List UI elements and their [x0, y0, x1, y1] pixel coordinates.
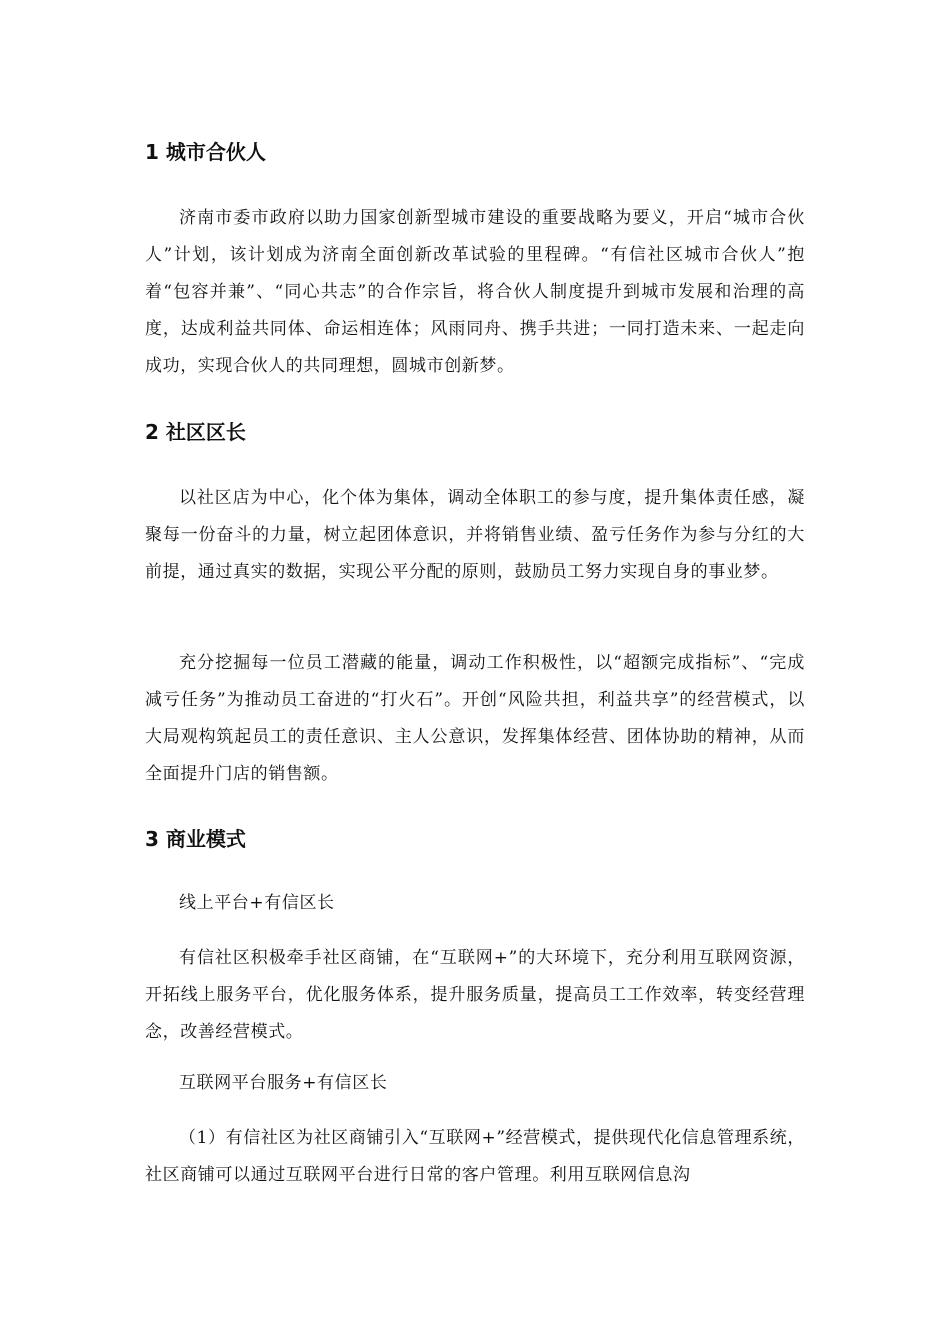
- section-heading-community-chief: 2 社区区长: [145, 420, 246, 444]
- section-heading-business-model: 3 商业模式: [145, 827, 246, 851]
- section-paragraph: 有信社区积极牵手社区商铺，在“互联网+”的大环境下，充分利用互联网资源，开拓线上服务平台，优化服务体系，提升服务质量，提高员工工作效率，转变经营理念，改善经营模式。: [145, 948, 805, 1042]
- section-heading-city-partner: 1 城市合伙人: [145, 140, 266, 164]
- subheading: 互联网平台服务+有信区长: [179, 1073, 388, 1093]
- section-paragraph: 充分挖掘每一位员工潜藏的能量，调动工作积极性，以“超额完成指标”、“完成减亏任务”为推动员工奋进的“打火石”。开创“风险共担，利益共享”的经营模式，以大局观构筑起员工的责任意识、主人公意识，发挥集体经营、团体协助的精神，从而全面提升门店的销售额。: [145, 653, 805, 784]
- subheading: 线上平台+有信区长: [179, 893, 335, 913]
- list-item: （1）有信社区为社区商铺引入“互联网+”经营模式，提供现代化信息管理系统，社区商铺可以通过互联网平台进行日常的客户管理。利用互联网信息沟: [145, 1128, 805, 1185]
- section-paragraph: 济南市委市政府以助力国家创新型城市建设的重要战略为要义，开启“城市合伙人”计划，该计划成为济南全面创新改革试验的里程碑。“有信社区城市合伙人”抱着“包容并兼”、“同心共志”的合作宗旨，将合伙人制度提升到城市发展和治理的高度，达成利益共同体、命运相连体；风雨同舟、携手共进；一同打造未来、一起走向成功，实现合伙人的共同理想，圆城市创新梦。: [145, 208, 805, 376]
- section-paragraph: 以社区店为中心，化个体为集体，调动全体职工的参与度，提升集体责任感，凝聚每一份奋斗的力量，树立起团体意识，并将销售业绩、盈亏任务作为参与分红的大前提，通过真实的数据，实现公平分配的原则，鼓励员工努力实现自身的事业梦。: [145, 488, 805, 582]
